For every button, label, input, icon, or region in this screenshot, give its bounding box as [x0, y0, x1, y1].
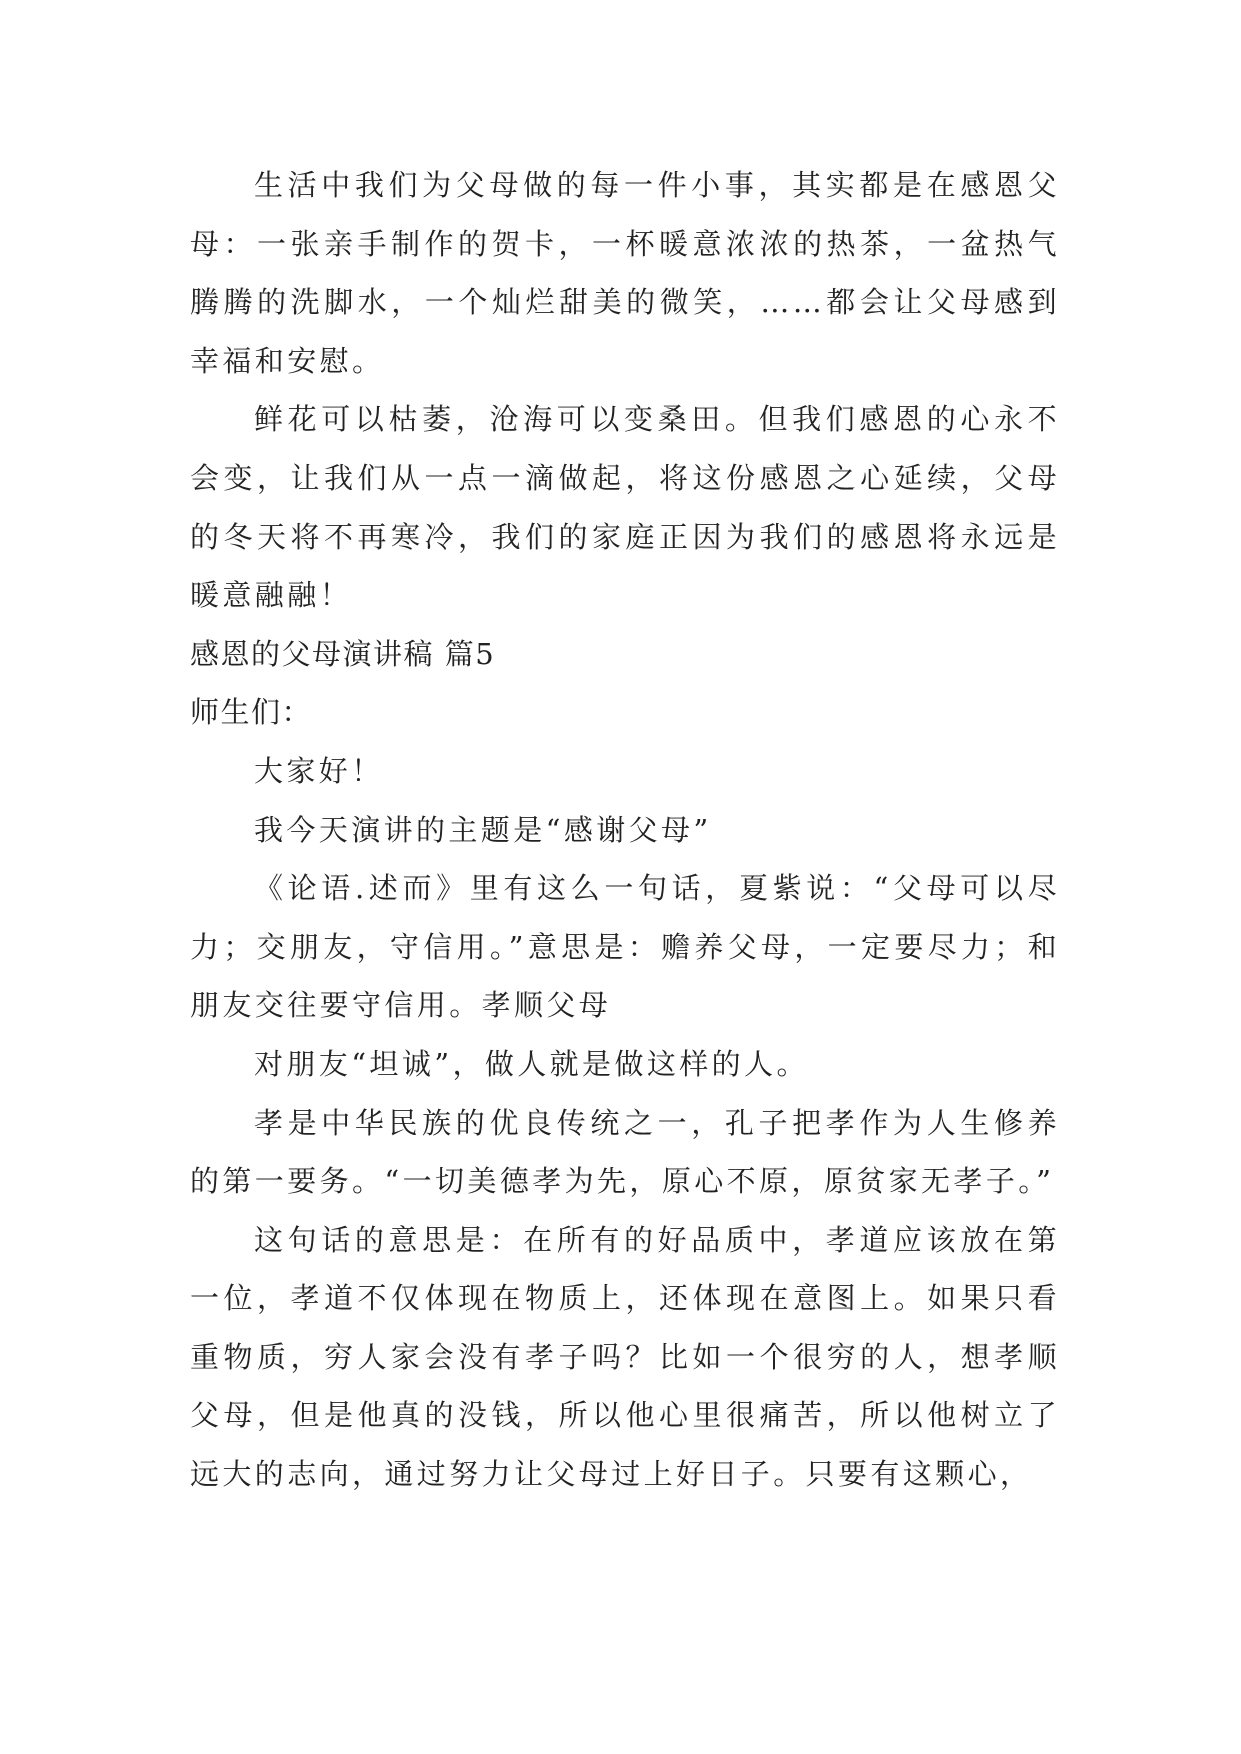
paragraph-filial-meaning: 这句话的意思是：在所有的好品质中，孝道应该放在第一位，孝道不仅体现在物质上，还体现在意图上。如果只看重物质，穷人家会没有孝子吗？比如一个很穷的人，想孝顺父母，但是他真的没钱，所以他心里很痛苦，所以他树立了远大的志向，通过努力让父母过上好日子。只要有这颗心，: [190, 1222, 1060, 1492]
paragraph-filial-small-things: 生活中我们为父母做的每一件小事，其实都是在感恩父母：一张亲手制作的贺卡，一杯暖意浓浓的热茶，一盆热气腾腾的洗脚水，一个灿烂甜美的微笑，……都会让父母感到幸福和安慰。: [190, 168, 1060, 378]
paragraph-analects-quote: 《论语.述而》里有这么一句话，夏紫说：“父母可以尽力；交朋友，守信用。”意思是：赡养父母，一定要尽力；和朋友交往要守信用。孝顺父母: [190, 871, 1060, 1023]
salutation: 师生们：: [190, 695, 313, 730]
section-heading: 感恩的父母演讲稿 篇5: [190, 636, 496, 671]
paragraph-grateful-heart: 鲜花可以枯萎，沧海可以变桑田。但我们感恩的心永不会变，让我们从一点一滴做起，将这份感恩之心延续，父母的冬天将不再寒冷，我们的家庭正因为我们的感恩将永远是暖意融融！: [190, 402, 1060, 613]
paragraph-filial-tradition: 孝是中华民族的优良传统之一，孔子把孝作为人生修养的第一要务。“一切美德孝为先，原心不原，原贫家无孝子。”: [190, 1105, 1060, 1199]
paragraph-greeting: 大家好！: [254, 753, 384, 788]
document-body: [190, 156, 1060, 1504]
paragraph-friends-sincerity: 对朋友“坦诚”，做人就是做这样的人。: [254, 1046, 809, 1081]
paragraph-topic: 我今天演讲的主题是“感谢父母”: [254, 812, 712, 847]
